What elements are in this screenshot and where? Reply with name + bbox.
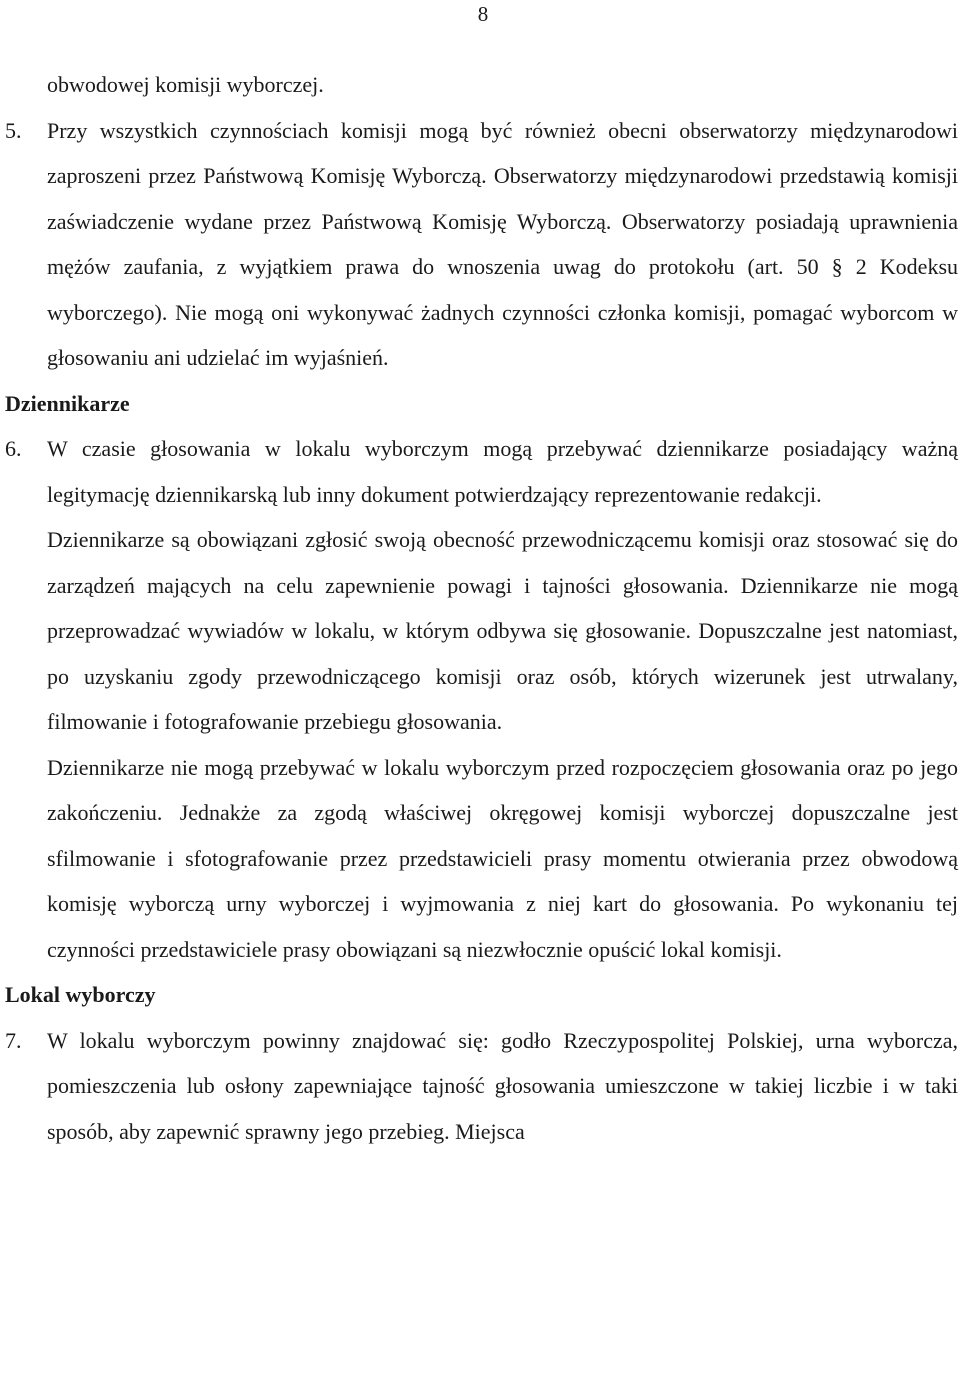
item-number: 6. (5, 436, 22, 461)
paragraph-text: Przy wszystkich czynnościach komisji mogą być również obecni obserwatorzy międzynarodowi zaproszeni przez Państwową Komisję Wyborczą. Obserwatorzy międzynarodowi przedstawią komisji zaświadczenie wydane przez Państwową Komisję Wyborczą. Obserwatorzy posiadają uprawnienia mężów zaufania, z wyjątkiem prawa do wnoszenia uwag do protokołu (art. 50 § 2 Kodeksu wyborczego). Nie mogą oni wykonywać żadnych czynności członka komisji, pomagać wyborcom w głosowaniu ani udzielać im wyjaśnień. (47, 117, 958, 370)
paragraph-text: W lokalu wyborczym powinny znajdować się: godło Rzeczypospolitej Polskiej, urna wyborcza, pomieszczenia lub osłony zapewniające tajność głosowania umieszczone w takiej liczbie i w taki sposób, aby zapewnić sprawny jego przebieg. Miejsca (47, 1027, 958, 1144)
paragraph-7-polling-station (0, 1018, 960, 1155)
paragraph-journalists-obligations: Dziennikarze są obowiązani zgłosić swoją obecność przewodniczącemu komisji oraz stosować się do zarządzeń mających na celu zapewnienie powagi i tajności głosowania. Dziennikarze nie mogą przeprowadzać wywiadów w lokalu, w którym odbywa się głosowanie. Dopuszczalne jest natomiast, po uzyskaniu zgody przewodniczącego komisji oraz osób, których wizerunek jest utrwalany, filmowanie i fotografowanie przebiegu głosowania. (47, 527, 958, 734)
paragraph-journalists-restrictions: Dziennikarze nie mogą przebywać w lokalu wyborczym przed rozpoczęciem głosowania oraz po jego zakończeniu. Jednakże za zgodą właściwej okręgowej komisji wyborczej dopuszczalne jest sfilmowanie i sfotografowanie przez przedstawicieli prasy momentu otwierania przez obwodową komisję wyborczą urny wyborczej i wyjmowania z niej kart do głosowania. Po wykonaniu tej czynności przedstawiciele prasy obowiązani są niezwłocznie opuścić lokal komisji. (47, 754, 958, 962)
paragraph-5-international-observers (0, 108, 960, 381)
paragraph-text: W czasie głosowania w lokalu wyborczym mogą przebywać dziennikarze posiadający ważną legitymację dziennikarską lub inny dokument potwierdzający reprezentowanie redakcji. (47, 436, 958, 507)
paragraph-continuation: obwodowej komisji wyborczej. (47, 72, 324, 97)
page-number: 8 (477, 2, 489, 26)
document-body (0, 62, 960, 1154)
section-heading-journalists: Dziennikarze (5, 390, 130, 416)
item-number: 7. (5, 1027, 22, 1053)
item-number: 5. (5, 117, 22, 143)
paragraph-6-journalists (0, 426, 960, 517)
section-heading-polling-station: Lokal wyborczy (5, 982, 156, 1007)
